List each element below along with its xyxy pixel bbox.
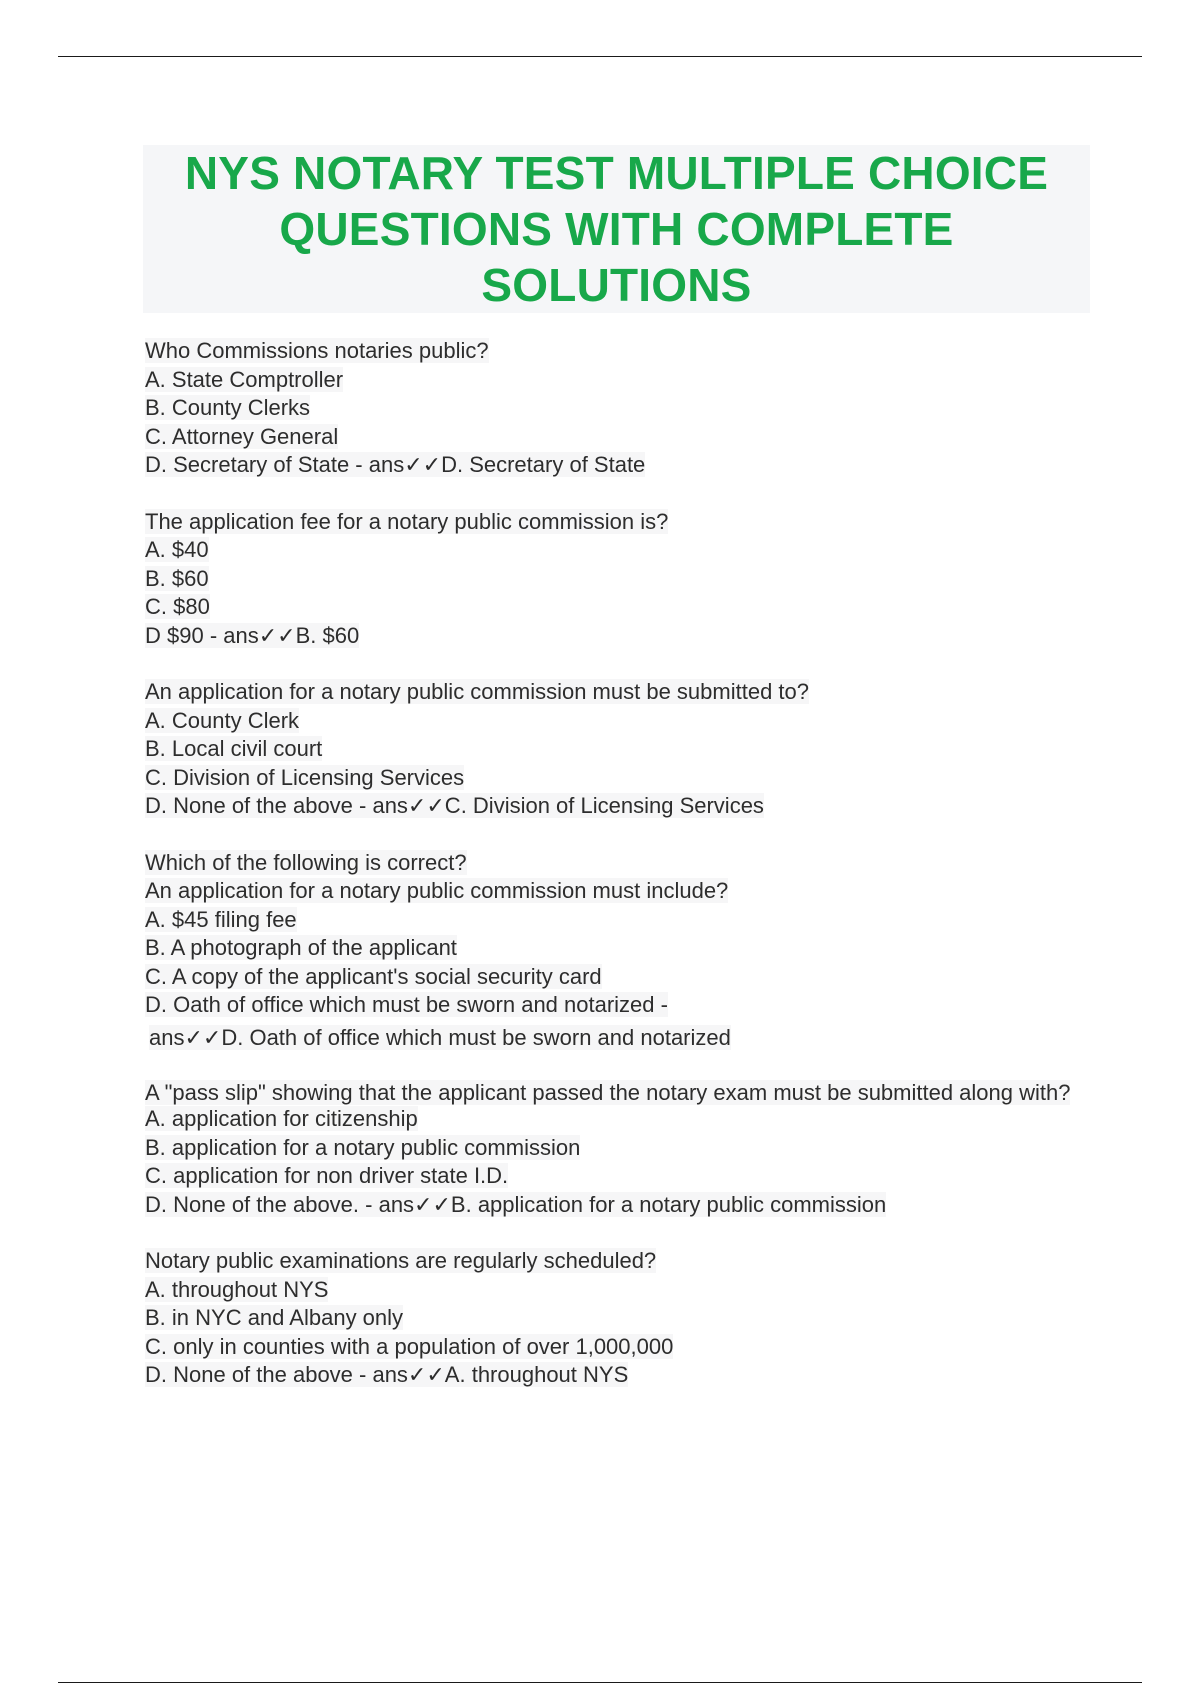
answer-option: A. application for citizenship xyxy=(145,1106,418,1131)
answer-option-with-solution: D. None of the above. - ans✓✓B. application for a notary public commission xyxy=(145,1191,887,1217)
answer-option: A. $40 xyxy=(145,537,209,562)
question-text: Notary public examinations are regularly scheduled? xyxy=(145,1248,657,1273)
answer-option: C. Attorney General xyxy=(145,423,339,449)
answer-option: B. $60 xyxy=(145,565,209,591)
answer-option: B. application for a notary public commission xyxy=(145,1134,581,1160)
answer-option-with-solution: D. None of the above - ans✓✓A. throughout NYS xyxy=(145,1362,629,1387)
question-text: Who Commissions notaries public? xyxy=(145,338,489,363)
document-title-line-1: NYS NOTARY TEST MULTIPLE CHOICE xyxy=(184,147,1049,199)
answer-option: C. Division of Licensing Services xyxy=(145,764,465,790)
answer-option: C. only in counties with a population of over 1,000,000 xyxy=(145,1333,674,1359)
answer-option: A. $45 filing fee xyxy=(145,906,297,932)
answer-option: A. State Comptroller xyxy=(145,366,344,392)
answer-option: A. County Clerk xyxy=(145,707,300,733)
question-block-5 xyxy=(145,1080,1105,1219)
question-block-1 xyxy=(145,337,1105,480)
solution-text: ans✓✓D. Oath of office which must be sworn and notarized xyxy=(149,1024,731,1050)
answer-option: C. application for non driver state I.D. xyxy=(145,1163,509,1188)
footer-rule xyxy=(58,1682,1142,1683)
answer-option-with-solution: D. Secretary of State - ans✓✓D. Secretary of State xyxy=(145,452,646,477)
answer-option: B. A photograph of the applicant xyxy=(145,935,457,960)
answer-option: A. throughout NYS xyxy=(145,1276,329,1302)
question-text: A "pass slip" showing that the applicant passed the notary exam must be submitted along with? xyxy=(145,1080,1071,1105)
question-block-6 xyxy=(145,1247,1105,1390)
question-block-3 xyxy=(145,678,1105,821)
answer-option: D. Oath of office which must be sworn and notarized - xyxy=(145,992,668,1017)
header-rule xyxy=(58,56,1142,57)
answer-option-with-solution: D. None of the above - ans✓✓C. Division of Licensing Services xyxy=(145,793,764,818)
document-title-box xyxy=(143,145,1090,313)
question-text: An application for a notary public commission must be submitted to? xyxy=(145,679,809,704)
question-text: Which of the following is correct? xyxy=(145,849,467,875)
question-block-4 xyxy=(145,849,1105,1053)
answer-option: C. $80 xyxy=(145,594,210,619)
question-block-2 xyxy=(145,508,1105,651)
question-text: The application fee for a notary public commission is? xyxy=(145,508,669,534)
document-title-line-3: SOLUTIONS xyxy=(481,259,752,311)
answer-option: B. County Clerks xyxy=(145,395,311,420)
document-title-line-2: QUESTIONS WITH COMPLETE xyxy=(279,203,954,255)
answer-option: B. in NYC and Albany only xyxy=(145,1305,404,1330)
answer-option-with-solution: D $90 - ans✓✓B. $60 xyxy=(145,622,360,648)
answer-option: B. Local civil court xyxy=(145,736,323,761)
question-text: An application for a notary public commission must include? xyxy=(145,878,729,903)
answer-option: C. A copy of the applicant's social security card xyxy=(145,963,602,989)
question-list xyxy=(145,337,1105,1418)
